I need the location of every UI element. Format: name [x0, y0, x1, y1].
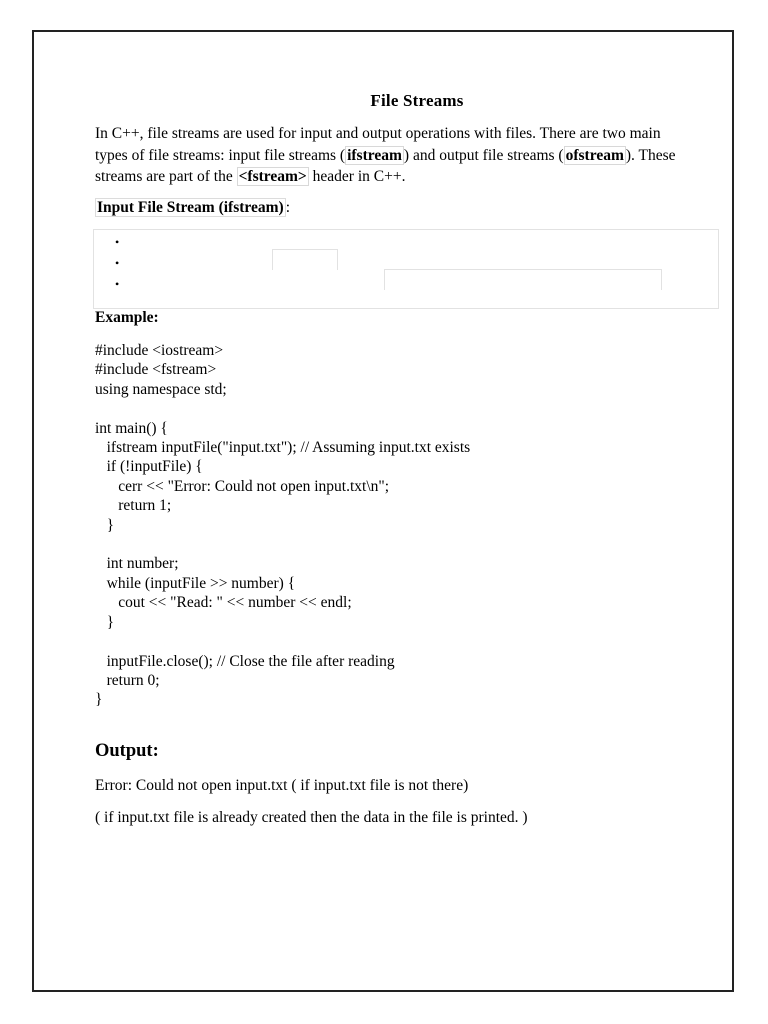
code-line: }	[95, 516, 115, 534]
code-line: int main() {	[95, 419, 168, 437]
output-heading: Output:	[95, 741, 159, 761]
output-line-error: Error: Could not open input.txt ( if input.txt file is not there)	[95, 777, 469, 794]
code-line: while (inputFile >> number) {	[95, 574, 296, 592]
code-line: #include <fstream>	[95, 361, 217, 379]
page-title: File Streams	[370, 91, 464, 110]
intro-paragraph	[95, 123, 685, 188]
intro-text-2: ) and output file streams (	[403, 146, 564, 164]
empty-inline-box-1	[272, 249, 338, 270]
fstream-header-term: <fstream>	[238, 168, 307, 185]
code-block	[95, 341, 695, 710]
intro-text-4: header in C++.	[308, 168, 406, 185]
intro-text-1: In C++, file streams are used for input and output operations with files. There are two main types of file streams: input file streams (	[95, 125, 661, 164]
code-line: return 0;	[95, 671, 160, 689]
input-file-stream-colon: :	[285, 199, 291, 216]
intro-text-3: ). These streams are part of the	[95, 146, 676, 185]
code-line: ifstream inputFile("input.txt"); // Assuming input.txt exists	[95, 439, 471, 457]
ifstream-term: ifstream	[347, 146, 402, 164]
empty-inline-box-2	[384, 269, 662, 290]
bullet-item-3: •	[115, 277, 120, 291]
ofstream-term: ofstream	[565, 146, 624, 164]
output-line-note: ( if input.txt file is already created then the data in the file is printed. )	[95, 809, 528, 826]
example-heading: Example:	[95, 309, 159, 326]
code-line: }	[95, 613, 115, 631]
code-line: return 1;	[95, 497, 172, 515]
bullet-item-1: •	[115, 235, 120, 249]
code-line: #include <iostream>	[95, 342, 224, 359]
document-page	[32, 30, 734, 992]
code-line: inputFile.close(); // Close the file after reading	[95, 652, 395, 670]
code-line: using namespace std;	[95, 380, 227, 398]
input-file-stream-heading	[95, 198, 290, 217]
bullet-item-2: •	[115, 256, 120, 270]
code-line: cerr << "Error: Could not open input.txt\n";	[95, 477, 390, 495]
code-line: int number;	[95, 555, 179, 573]
bullet-list-box	[93, 229, 719, 309]
input-file-stream-label: Input File Stream (ifstream)	[97, 199, 284, 216]
code-line: cout << "Read: " << number << endl;	[95, 594, 352, 612]
code-line: }	[95, 691, 103, 709]
code-line: if (!inputFile) {	[95, 458, 203, 476]
